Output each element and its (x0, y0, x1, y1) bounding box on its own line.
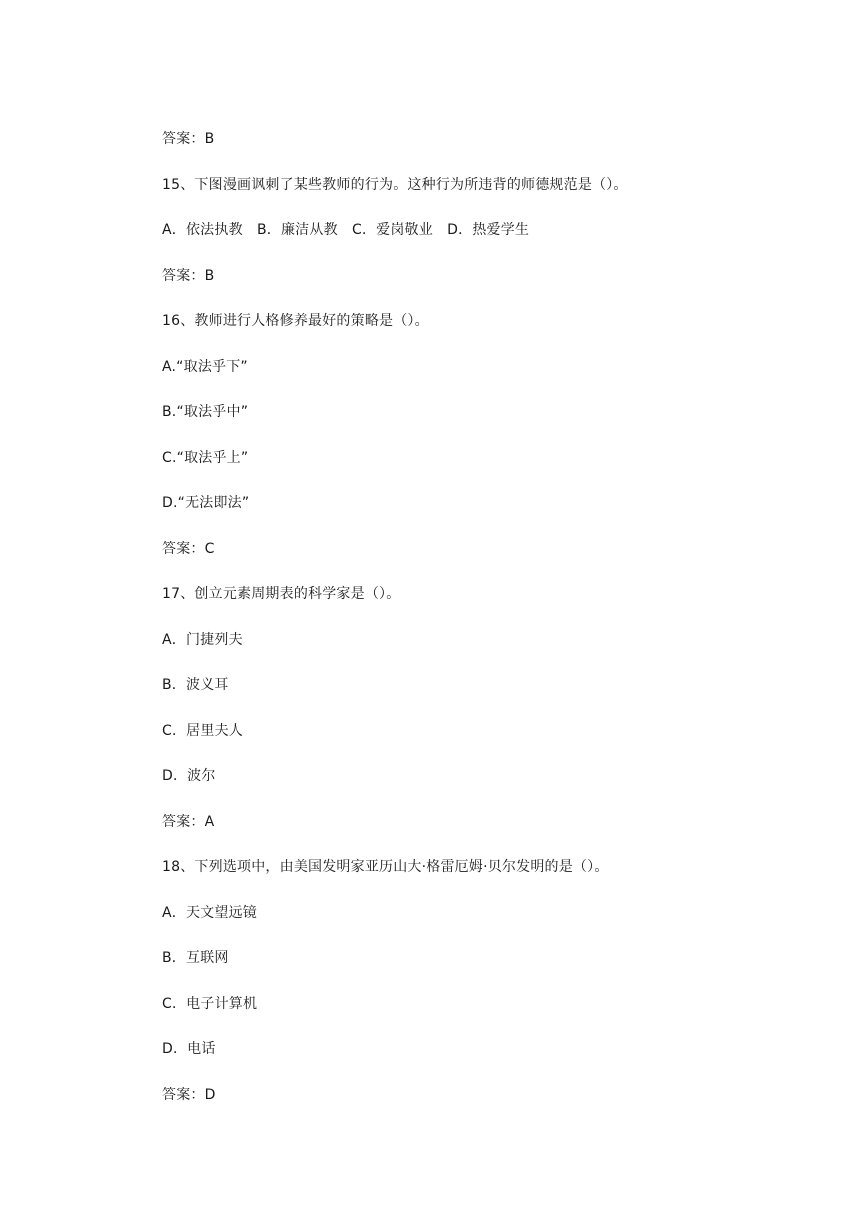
question-16-option-c: C.“取法乎上” (162, 450, 249, 466)
question-17-option-d: D．波尔 (162, 768, 216, 784)
question-17: 17、创立元素周期表的科学家是（）。 (162, 586, 401, 602)
question-16-option-b: B.“取法乎中” (162, 404, 249, 420)
question-17-option-a: A．门捷列夫 (162, 632, 243, 648)
answer-14: 答案：B (162, 131, 215, 147)
question-16: 16、教师进行人格修养最好的策略是（）。 (162, 313, 429, 329)
question-18-option-b: B．互联网 (162, 950, 229, 966)
answer-17: 答案：A (162, 814, 215, 830)
answer-16: 答案：C (162, 541, 215, 557)
question-18-option-a: A．天文望远镜 (162, 905, 257, 921)
question-17-option-b: B．波义耳 (162, 677, 229, 693)
question-16-option-d: D.“无法即法” (162, 495, 250, 511)
question-18-option-d: D．电话 (162, 1041, 216, 1057)
question-18: 18、下列选项中，由美国发明家亚历山大·格雷厄姆·贝尔发明的是（）。 (162, 859, 609, 875)
question-15: 15、下图漫画讽刺了某些教师的行为。这种行为所违背的师德规范是（）。 (162, 177, 628, 193)
question-18-option-c: C．电子计算机 (162, 996, 258, 1012)
question-16-option-a: A.“取法乎下” (162, 359, 248, 375)
answer-18: 答案：D (162, 1087, 216, 1103)
question-15-options: A．依法执教 B．廉洁从教 C．爱岗敬业 D．热爱学生 (162, 222, 530, 238)
answer-15: 答案：B (162, 268, 215, 284)
question-17-option-c: C．居里夫人 (162, 723, 243, 739)
